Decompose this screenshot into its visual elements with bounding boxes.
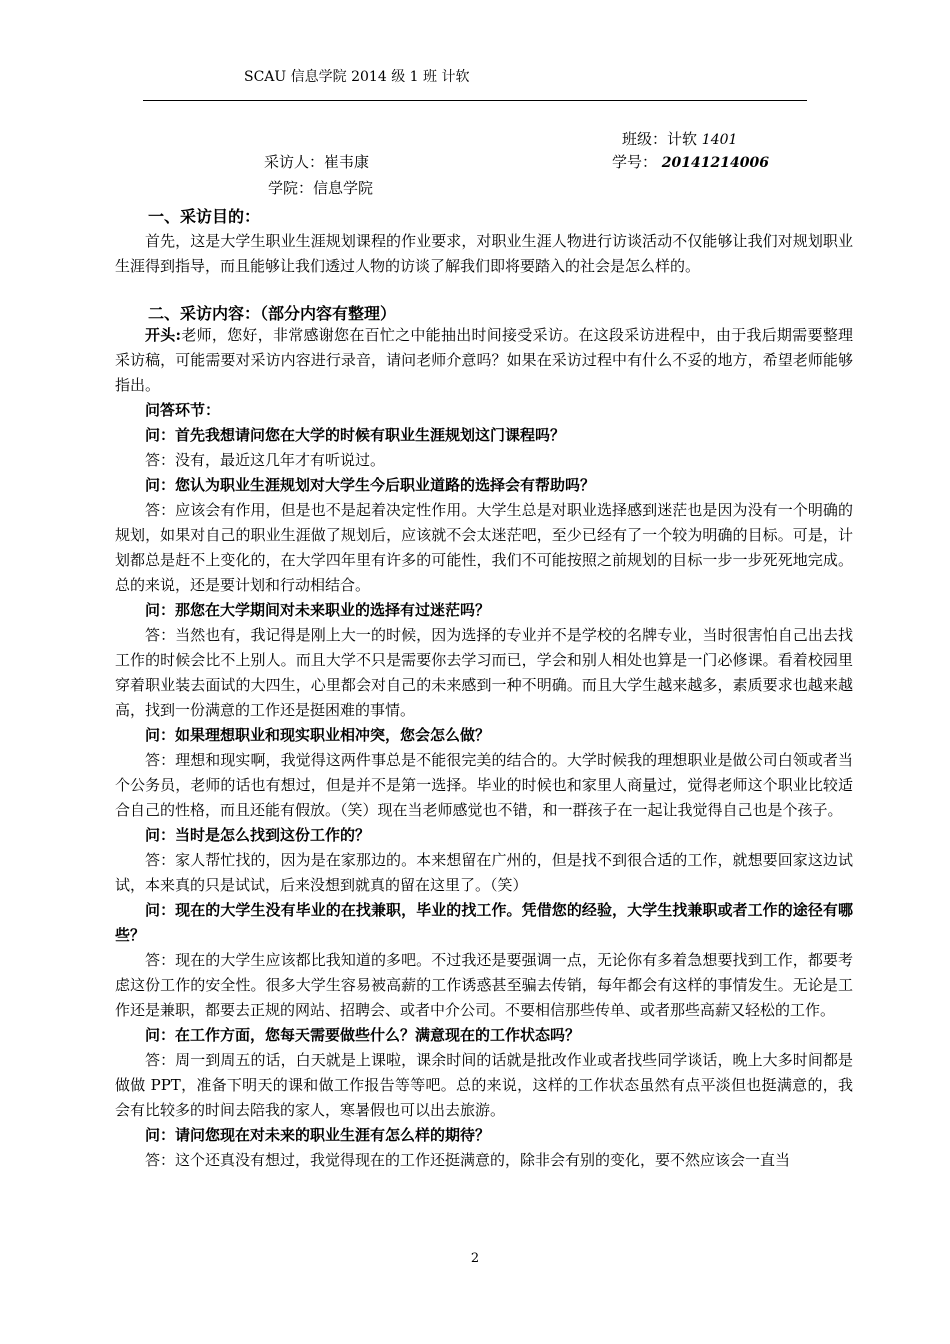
college-info: 学院：信息学院 <box>268 179 374 197</box>
answer: 答：周一到周五的话，白天就是上课啦，课余时间的话就是批改作业或者找些同学谈话，晚上大多时间都是做做 PPT，准备下明天的课和做工作报告等等吧。总的来说，这样的工作状态虽然有点平淡但也挺满意的，我会有比较多的时间去陪我的家人，寒暑假也可以出去旅游。 <box>115 1051 853 1119</box>
question: 问：首先我想请问您在大学的时候有职业生涯规划这门课程吗？ <box>145 426 566 444</box>
answer: 答：现在的大学生应该都比我知道的多吧。不过我还是要强调一点，无论你有多着急想要找到工作，都要考虑这份工作的安全性。很多大学生容易被高薪的工作诱惑甚至骗去传销，每年都会有这样的事情发生。无论是工作还是兼职，都要去正规的网站、招聘会、或者中介公司。不要相信那些传单、或者那些高薪又轻松的工作。 <box>115 951 853 1019</box>
question: 问：当时是怎么找到这份工作的？ <box>145 826 371 844</box>
page-header: SCAU 信息学院 2014 级 1 班 计软 <box>244 69 470 85</box>
section-content-title <box>148 301 396 324</box>
opening-label: 开头: <box>145 326 182 344</box>
qa-section-label: 问答环节： <box>145 401 221 419</box>
class-label: 班级：计软 <box>622 130 698 148</box>
section-content-note: （部分内容有整理） <box>260 304 397 323</box>
header-divider <box>143 100 807 101</box>
section-purpose-title: 一、采访目的： <box>148 207 261 226</box>
interview-body <box>115 323 853 1173</box>
page-number: 2 <box>470 1251 480 1266</box>
answer: 答：应该会有作用，但是也不是起着决定性作用。大学生总是对职业选择感到迷茫也是因为没有一个明确的规划，如果对自己的职业生涯做了规划后，应该就不会太迷茫吧，至少已经有了一个较为明确的目标。可是，计划都总是赶不上变化的，在大学四年里有许多的可能性，我们不可能按照之前规划的目标一步一步死死地完成。总的来说，还是要计划和行动相结合。 <box>115 501 853 594</box>
interviewer-info: 采访人：崔韦康 <box>264 153 370 171</box>
question: 问：在工作方面，您每天需要做些什么？满意现在的工作状态吗？ <box>145 1026 581 1044</box>
class-value: 1401 <box>701 132 738 148</box>
answer: 答：家人帮忙找的，因为是在家那边的。本来想留在广州的，但是找不到很合适的工作，就想要回家这边试试，本来真的只是试试，后来没想到就真的留在这里了。（笑） <box>115 851 853 894</box>
opening-paragraph <box>115 323 853 398</box>
question: 问：那您在大学期间对未来职业的选择有过迷茫吗？ <box>145 601 491 619</box>
student-id-label: 学号： <box>612 153 658 171</box>
answer: 答：理想和现实啊，我觉得这两件事总是不能很完美的结合的。大学时候我的理想职业是做公司白领或者当个公务员，老师的话也有想过，但是并不是第一选择。毕业的时候也和家里人商量过，觉得老师这个职业比较适合自己的性格，而且还能有假放。（笑）现在当老师感觉也不错，和一群孩子在一起让我觉得自己也是个孩子。 <box>115 751 853 819</box>
section-content-heading: 二、采访内容： <box>148 304 261 323</box>
class-info <box>622 128 737 149</box>
section-purpose-body <box>115 229 853 279</box>
answer: 答：没有，最近这几年才有听说过。 <box>145 451 386 469</box>
question: 问：如果理想职业和现实职业相冲突，您会怎么做？ <box>145 726 491 744</box>
opening-text: 老师，您好，非常感谢您在百忙之中能抽出时间接受采访。在这段采访进程中，由于我后期需要整理采访稿，可能需要对采访内容进行录音，请问老师介意吗？如果在采访过程中有什么不妥的地方，希望老师能够指出。 <box>115 326 853 394</box>
purpose-paragraph: 首先，这是大学生职业生涯规划课程的作业要求，对职业生涯人物进行访谈活动不仅能够让我们对规划职业生涯得到指导，而且能够让我们透过人物的访谈了解我们即将要踏入的社会是怎么样的。 <box>115 232 853 275</box>
question: 问：现在的大学生没有毕业的在找兼职，毕业的找工作。凭借您的经验，大学生找兼职或者工作的途径有哪些？ <box>115 901 853 944</box>
answer: 答：当然也有，我记得是刚上大一的时候，因为选择的专业并不是学校的名牌专业，当时很害怕自己出去找工作的时候会比不上别人。而且大学不只是需要你去学习而已，学会和别人相处也算是一门必修课。看着校园里穿着职业装去面试的大四生，心里都会对自己的未来感到一种不明确。而且大学生越来越多，素质要求也越来越高，找到一份满意的工作还是挺困难的事情。 <box>115 626 853 719</box>
question: 问：您认为职业生涯规划对大学生今后职业道路的选择会有帮助吗？ <box>145 476 596 494</box>
question: 问：请问您现在对未来的职业生涯有怎么样的期待？ <box>145 1126 491 1144</box>
student-id-value: 20141214006 <box>661 155 769 171</box>
student-id-info <box>612 151 769 172</box>
answer: 答：这个还真没有想过，我觉得现在的工作还挺满意的，除非会有别的变化，要不然应该会一直当 <box>145 1151 791 1169</box>
